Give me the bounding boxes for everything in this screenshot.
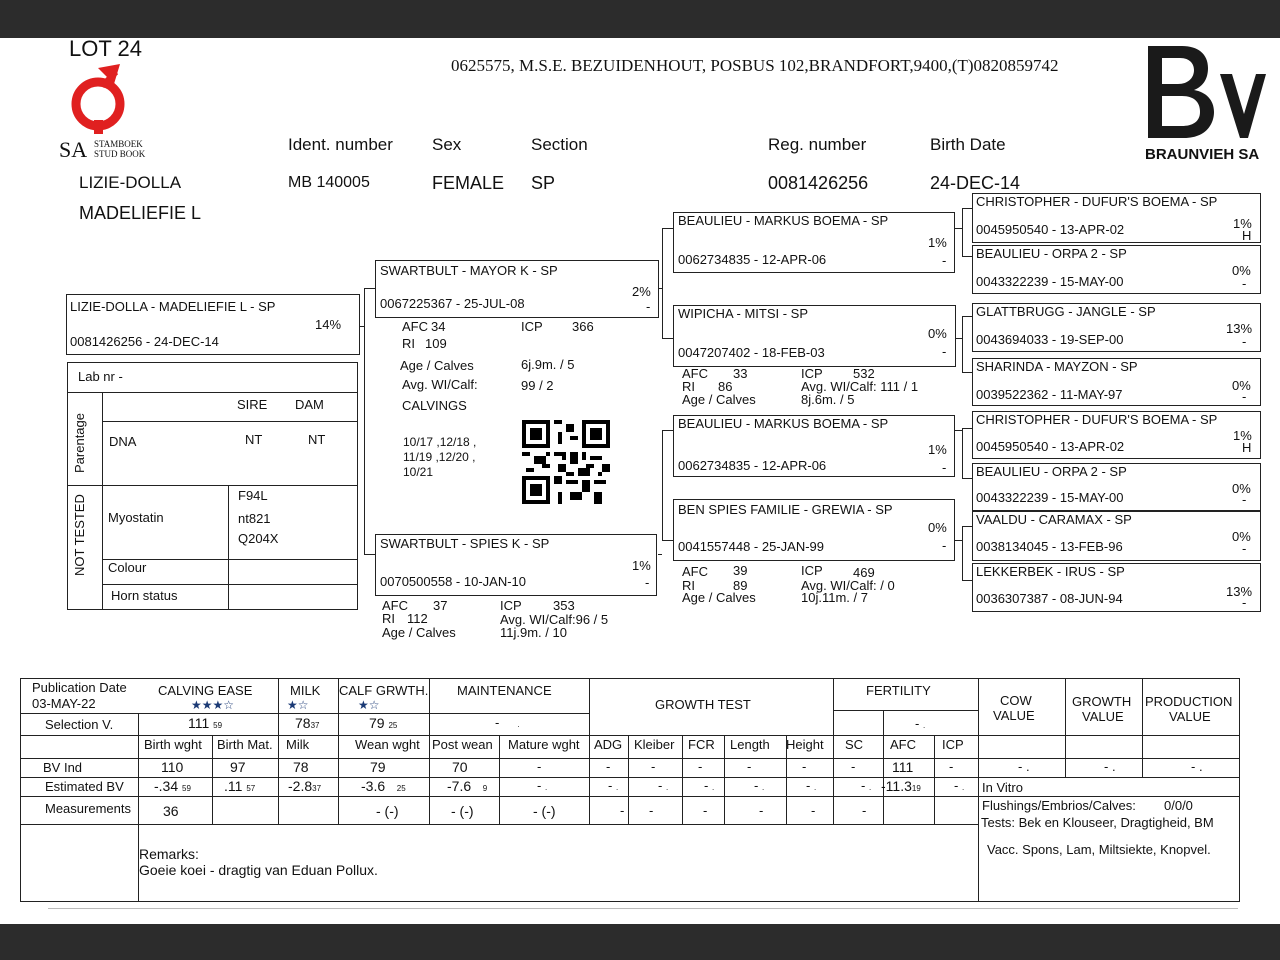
breeding-values-table bbox=[20, 678, 1240, 902]
birth-value: 24-DEC-14 bbox=[930, 173, 1021, 193]
calvings-line2: 11/19 ,12/20 , bbox=[403, 450, 476, 464]
milk-header: MILK bbox=[290, 683, 321, 698]
ggp-reg-date: 0039522362 - 11-MAY-97 bbox=[976, 387, 1123, 402]
ggp-name: VAALDU - CARAMAX - SP bbox=[976, 512, 1132, 527]
owner-line: 0625575, M.S.E. BEZUIDENHOUT, POSBUS 102,BRANDFORT,9400,(T)0820859742 bbox=[451, 56, 1059, 75]
dam-reg-date: 0070500558 - 10-JAN-10 bbox=[380, 574, 526, 589]
gp-name: BEN SPIES FAMILIE - GREWIA - SP bbox=[678, 502, 893, 517]
ggp-pct: 0% bbox=[1232, 529, 1251, 544]
gp-pct: 0% bbox=[928, 326, 947, 341]
ebv-cell: - . bbox=[754, 778, 765, 793]
gp-dash: - bbox=[942, 344, 947, 359]
gp1-age-label: Age / Calves bbox=[682, 392, 756, 407]
publication-date-label: Publication Date bbox=[32, 680, 127, 695]
sire-afc: 34 bbox=[431, 319, 446, 334]
sire-afc-label: AFC bbox=[402, 319, 428, 334]
lab-box bbox=[67, 362, 358, 610]
great-grandparent-box bbox=[972, 511, 1261, 561]
ebv-cell: -2.837 bbox=[288, 778, 322, 794]
gp-pct: 1% bbox=[928, 235, 947, 250]
ebv-cell: .11 57 bbox=[224, 778, 256, 794]
cow-value: - . bbox=[1018, 759, 1030, 774]
great-grandparent-box bbox=[972, 463, 1261, 511]
lab-dam-label: DAM bbox=[295, 397, 324, 412]
col-height: Height bbox=[786, 737, 824, 752]
logo-line2: STUD BOOK bbox=[94, 149, 146, 159]
great-grandparent-box bbox=[972, 245, 1261, 294]
calvings-line1: 10/17 ,12/18 , bbox=[403, 435, 477, 449]
gp-reg-date: 0047207402 - 18-FEB-03 bbox=[678, 345, 825, 360]
ebv-cell: - . bbox=[806, 778, 817, 793]
ident-label: Ident. number bbox=[288, 135, 393, 154]
ebv-cell: - . bbox=[861, 778, 872, 793]
great-grandparent-box bbox=[972, 193, 1261, 243]
ggp-pct: 0% bbox=[1232, 378, 1251, 393]
ggp-flag: - bbox=[1242, 541, 1247, 556]
sel-fertility: - . bbox=[915, 716, 926, 731]
sex-value: FEMALE bbox=[432, 173, 505, 193]
dam-icp-label: ICP bbox=[500, 598, 522, 613]
gp-reg-date: 0041557448 - 25-JAN-99 bbox=[678, 539, 824, 554]
grandparent-box bbox=[673, 305, 956, 367]
gp-pct: 0% bbox=[928, 520, 947, 535]
myostatin-label: Myostatin bbox=[108, 510, 164, 525]
col-adg: ADG bbox=[594, 737, 623, 752]
ggp-flag: H bbox=[1242, 228, 1252, 243]
section-value: SP bbox=[531, 173, 556, 193]
gp-dash: - bbox=[942, 253, 947, 268]
ggp-flag: - bbox=[1242, 492, 1247, 507]
grandparent-box bbox=[673, 415, 955, 477]
sire-age: 6j.9m. / 5 bbox=[521, 357, 575, 372]
bv-cell: - bbox=[651, 759, 656, 774]
footer-divider bbox=[48, 908, 1238, 909]
gp2-afc-label: AFC bbox=[682, 564, 708, 579]
col-sc: SC bbox=[845, 737, 864, 752]
calvings-label: CALVINGS bbox=[402, 398, 467, 413]
gp1-afc: 33 bbox=[733, 366, 748, 381]
ebv-cell: - . bbox=[537, 778, 548, 793]
ggp-name: BEAULIEU - ORPA 2 - SP bbox=[976, 246, 1127, 261]
col-birth-wght: Birth wght bbox=[144, 737, 202, 752]
meas-cell: - bbox=[811, 803, 816, 818]
gp-name: BEAULIEU - MARKUS BOEMA - SP bbox=[678, 213, 889, 228]
ggp-reg-date: 0045950540 - 13-APR-02 bbox=[976, 439, 1125, 454]
sel-milk: 7837 bbox=[295, 715, 320, 731]
growth-test-header: GROWTH TEST bbox=[655, 697, 751, 712]
dam-age-label: Age / Calves bbox=[382, 625, 456, 640]
ebv-cell: -7.6 9 bbox=[447, 778, 488, 794]
sel-calving-ease: 111 59 bbox=[188, 715, 223, 731]
col-milk: Milk bbox=[286, 737, 310, 752]
birth-label: Birth Date bbox=[930, 135, 1006, 154]
milk-stars-icon: ★☆ bbox=[287, 698, 309, 712]
gp-name: BEAULIEU - MARKUS BOEMA - SP bbox=[678, 416, 889, 431]
ggp-name: BEAULIEU - ORPA 2 - SP bbox=[976, 464, 1127, 479]
gp2-icp-label: ICP bbox=[801, 563, 823, 578]
remarks-text: Goeie koei - dragtig van Eduan Pollux. bbox=[139, 862, 378, 878]
reg-label: Reg. number bbox=[768, 135, 867, 154]
animal-name-line1: LIZIE-DOLLA bbox=[79, 173, 182, 192]
gp1-afc-label: AFC bbox=[682, 366, 708, 381]
myostatin-nt821: nt821 bbox=[238, 511, 271, 526]
ggp-pct: 13% bbox=[1226, 584, 1253, 599]
flushings-value: 0/0/0 bbox=[1164, 798, 1193, 813]
production-value-header: PRODUCTION bbox=[1145, 694, 1233, 709]
bv-cell: 78 bbox=[293, 759, 309, 775]
gp1-icp-label: ICP bbox=[801, 366, 823, 381]
gp2-ri-label: RI bbox=[682, 578, 695, 593]
bv-cell: - bbox=[747, 759, 752, 774]
self-pct: 14% bbox=[315, 317, 342, 332]
sire-pct: 2% bbox=[632, 284, 651, 299]
braunvieh-text: BRAUNVIEH SA bbox=[1145, 146, 1260, 163]
gp1-ri: 86 bbox=[718, 379, 733, 394]
self-name: LIZIE-DOLLA - MADELIEFIE L - SP bbox=[70, 299, 276, 314]
dam-ri: 112 bbox=[407, 611, 428, 626]
ggp-flag: - bbox=[1242, 276, 1247, 291]
qr-code-icon[interactable] bbox=[522, 420, 610, 504]
myostatin-q204x: Q204X bbox=[238, 531, 279, 546]
sire-box bbox=[375, 260, 659, 318]
dna-label: DNA bbox=[109, 434, 137, 449]
dam-icp: 353 bbox=[553, 598, 575, 613]
ggp-reg-date: 0043322239 - 15-MAY-00 bbox=[976, 490, 1124, 505]
bv-cell: - bbox=[851, 759, 856, 774]
ggp-name: LEKKERBEK - IRUS - SP bbox=[976, 564, 1125, 579]
cow-value-header: COW bbox=[1000, 693, 1032, 708]
remarks-label: Remarks: bbox=[139, 846, 199, 862]
sire-age-label: Age / Calves bbox=[400, 358, 474, 373]
calf-growth-header: CALF GRWTH. bbox=[339, 683, 429, 698]
sire-ri: 109 bbox=[425, 336, 447, 351]
not-tested-label: NOT TESTED bbox=[72, 494, 87, 576]
in-vitro-label: In Vitro bbox=[982, 780, 1023, 795]
calf-growth-stars-icon: ★☆ bbox=[358, 698, 380, 712]
ggp-pct: 1% bbox=[1233, 428, 1252, 443]
dam-pct: 1% bbox=[632, 558, 651, 573]
gp-reg-date: 0062734835 - 12-APR-06 bbox=[678, 252, 827, 267]
col-post-wean: Post wean bbox=[432, 737, 493, 752]
ebv-cell: -3.6 25 bbox=[361, 778, 406, 794]
gp2-ri: 89 bbox=[733, 578, 748, 593]
ggp-pct: 0% bbox=[1232, 263, 1251, 278]
meas-cell: - (-) bbox=[376, 803, 399, 819]
col-wean-wght: Wean wght bbox=[355, 737, 420, 752]
gp2-icp: 469 bbox=[853, 565, 875, 580]
logo-prefix: SA bbox=[59, 137, 88, 162]
bv-cell: - bbox=[698, 759, 703, 774]
dam-box bbox=[375, 534, 657, 596]
top-bar bbox=[0, 0, 1280, 38]
great-grandparent-box bbox=[972, 563, 1261, 612]
estimated-bv-label: Estimated BV bbox=[45, 779, 124, 794]
meas-cell: - bbox=[703, 803, 708, 818]
fertility-header: FERTILITY bbox=[866, 683, 931, 698]
dam-dash: - bbox=[645, 575, 650, 590]
bv-cell: 111 bbox=[892, 759, 914, 775]
bv-cell: 70 bbox=[452, 759, 468, 775]
ebv-cell: - . bbox=[658, 778, 669, 793]
growth-value-header: GROWTH bbox=[1072, 694, 1132, 709]
lab-nr: Lab nr - bbox=[78, 369, 123, 384]
ident-value: MB 140005 bbox=[288, 174, 370, 191]
sire-wi-label: Avg. WI/Calf: bbox=[402, 377, 478, 392]
dam-afc: 37 bbox=[433, 598, 448, 613]
calving-ease-header: CALVING EASE bbox=[158, 683, 253, 698]
bv-cell: - bbox=[949, 759, 954, 774]
self-box bbox=[66, 294, 360, 355]
lab-sire-label: SIRE bbox=[237, 397, 268, 412]
col-fcr: FCR bbox=[688, 737, 715, 752]
gp2-afc: 39 bbox=[733, 563, 748, 578]
bv-cell: - bbox=[802, 759, 807, 774]
ebv-cell: -.34 59 bbox=[154, 778, 191, 794]
ggp-reg-date: 0045950540 - 13-APR-02 bbox=[976, 222, 1125, 237]
sel-calf-growth: 79 25 bbox=[369, 715, 398, 731]
ggp-pct: 0% bbox=[1232, 481, 1251, 496]
dam-wi: Avg. WI/Calf:96 / 5 bbox=[500, 612, 609, 627]
maintenance-header: MAINTENANCE bbox=[457, 683, 552, 698]
selection-label: Selection V. bbox=[45, 717, 114, 732]
self-reg-date: 0081426256 - 24-DEC-14 bbox=[70, 334, 219, 349]
bv-cell: - bbox=[537, 759, 542, 774]
dam-age: 11j.9m. / 10 bbox=[500, 625, 567, 640]
parentage-label: Parentage bbox=[72, 413, 87, 473]
bv-ind-label: BV Ind bbox=[43, 760, 83, 775]
grandparent-box bbox=[673, 212, 955, 273]
production-value-header-2: VALUE bbox=[1169, 709, 1211, 724]
gp1-age: 8j.6m. / 5 bbox=[801, 392, 855, 407]
gp-dash: - bbox=[942, 460, 947, 475]
great-grandparent-box bbox=[972, 411, 1261, 459]
meas-cell: - bbox=[649, 803, 654, 818]
sire-dash: - bbox=[646, 299, 651, 314]
horn-label: Horn status bbox=[111, 588, 178, 603]
grandparent-box bbox=[673, 499, 955, 561]
tests-text: Tests: Bek en Klouseer, Dragtigheid, BM bbox=[981, 815, 1214, 830]
growth-value-header-2: VALUE bbox=[1082, 709, 1124, 724]
bv-cell: 97 bbox=[230, 759, 246, 775]
ggp-reg-date: 0043694033 - 19-SEP-00 bbox=[976, 332, 1124, 347]
sex-label: Sex bbox=[432, 135, 462, 154]
ggp-flag: H bbox=[1242, 440, 1252, 455]
cow-value-header-2: VALUE bbox=[993, 708, 1035, 723]
bottom-bar bbox=[0, 924, 1280, 960]
logo-line1: STAMBOEK bbox=[94, 139, 143, 149]
gp-reg-date: 0062734835 - 12-APR-06 bbox=[678, 458, 827, 473]
ggp-name: CHRISTOPHER - DUFUR'S BOEMA - SP bbox=[976, 194, 1218, 209]
dam-afc-label: AFC bbox=[382, 598, 408, 613]
gp1-icp: 532 bbox=[853, 366, 875, 381]
meas-cell: - (-) bbox=[533, 803, 556, 819]
meas-cell: - bbox=[620, 803, 625, 818]
ebv-cell: - . bbox=[704, 778, 715, 793]
sel-maintenance: - . bbox=[495, 715, 520, 730]
studbook-logo-icon bbox=[68, 64, 132, 136]
gp-name: WIPICHA - MITSI - SP bbox=[678, 306, 809, 321]
gp2-wi: Avg. WI/Calf: / 0 bbox=[801, 578, 895, 593]
myostatin-f94l: F94L bbox=[238, 488, 268, 503]
ggp-flag: - bbox=[1242, 595, 1247, 610]
ggp-reg-date: 0036307387 - 08-JUN-94 bbox=[976, 591, 1123, 606]
col-kleiber: Kleiber bbox=[634, 737, 675, 752]
gp-pct: 1% bbox=[928, 442, 947, 457]
publication-date: 03-MAY-22 bbox=[32, 696, 96, 711]
col-birth-mat: Birth Mat. bbox=[217, 737, 273, 752]
flushings-label: Flushings/Embrios/Calves: bbox=[982, 798, 1136, 813]
section-label: Section bbox=[531, 135, 588, 154]
sire-icp-label: ICP bbox=[521, 319, 543, 334]
calving-ease-stars-icon: ★★★☆ bbox=[191, 698, 235, 712]
bv-cell: - bbox=[606, 759, 611, 774]
ggp-reg-date: 0043322239 - 15-MAY-00 bbox=[976, 274, 1124, 289]
sire-icp: 366 bbox=[572, 319, 594, 334]
col-afc: AFC bbox=[890, 737, 916, 752]
lot-number: LOT 24 bbox=[69, 36, 142, 61]
gp2-age: 10j.11m. / 7 bbox=[801, 590, 868, 605]
ebv-cell: - . bbox=[954, 778, 965, 793]
calvings-line3: 10/21 bbox=[403, 465, 434, 479]
dna-dam: NT bbox=[308, 432, 326, 447]
ggp-reg-date: 0038134045 - 13-FEB-96 bbox=[976, 539, 1123, 554]
bv-cell: 110 bbox=[161, 759, 184, 775]
growth-value: - . bbox=[1104, 759, 1116, 774]
gp-dash: - bbox=[942, 538, 947, 553]
sire-wi: 99 / 2 bbox=[521, 378, 554, 393]
great-grandparent-box bbox=[972, 358, 1261, 406]
animal-name-line2: MADELIEFIE L bbox=[79, 203, 202, 223]
meas-cell: - (-) bbox=[451, 803, 474, 819]
meas-cell: - bbox=[862, 803, 867, 818]
ebv-cell: - . bbox=[608, 778, 619, 793]
col-mature-wght: Mature wght bbox=[508, 737, 580, 752]
meas-cell: - bbox=[759, 803, 764, 818]
ggp-name: CHRISTOPHER - DUFUR'S BOEMA - SP bbox=[976, 412, 1218, 427]
col-length: Length bbox=[730, 737, 770, 752]
measurements-label: Measurements bbox=[45, 801, 131, 816]
production-value: - . bbox=[1191, 759, 1203, 774]
ggp-flag: - bbox=[1242, 389, 1247, 404]
gp1-ri-label: RI bbox=[682, 379, 695, 394]
ebv-cell: -11.319 bbox=[881, 778, 921, 794]
ggp-flag: - bbox=[1242, 334, 1247, 349]
great-grandparent-box bbox=[972, 303, 1261, 352]
gp2-age-label: Age / Calves bbox=[682, 590, 756, 605]
sire-name: SWARTBULT - MAYOR K - SP bbox=[380, 263, 558, 278]
col-icp: ICP bbox=[942, 737, 964, 752]
sire-reg-date: 0067225367 - 25-JUL-08 bbox=[380, 296, 525, 311]
dam-ri-label: RI bbox=[382, 611, 395, 626]
meas-cell: 36 bbox=[163, 803, 179, 819]
ggp-pct: 1% bbox=[1233, 216, 1252, 231]
sire-ri-label: RI bbox=[402, 336, 415, 351]
bv-cell: 79 bbox=[370, 759, 386, 775]
ggp-name: GLATTBRUGG - JANGLE - SP bbox=[976, 304, 1156, 319]
vaccination-text: Vacc. Spons, Lam, Miltsiekte, Knopvel. bbox=[987, 842, 1211, 857]
ggp-pct: 13% bbox=[1226, 321, 1253, 336]
colour-label: Colour bbox=[108, 560, 147, 575]
gp1-wi: Avg. WI/Calf: 111 / 1 bbox=[801, 379, 919, 394]
ggp-name: SHARINDA - MAYZON - SP bbox=[976, 359, 1138, 374]
dam-name: SWARTBULT - SPIES K - SP bbox=[380, 536, 550, 551]
dna-sire: NT bbox=[245, 432, 263, 447]
braunvieh-logo-icon bbox=[1144, 44, 1266, 142]
reg-value: 0081426256 bbox=[768, 173, 869, 193]
